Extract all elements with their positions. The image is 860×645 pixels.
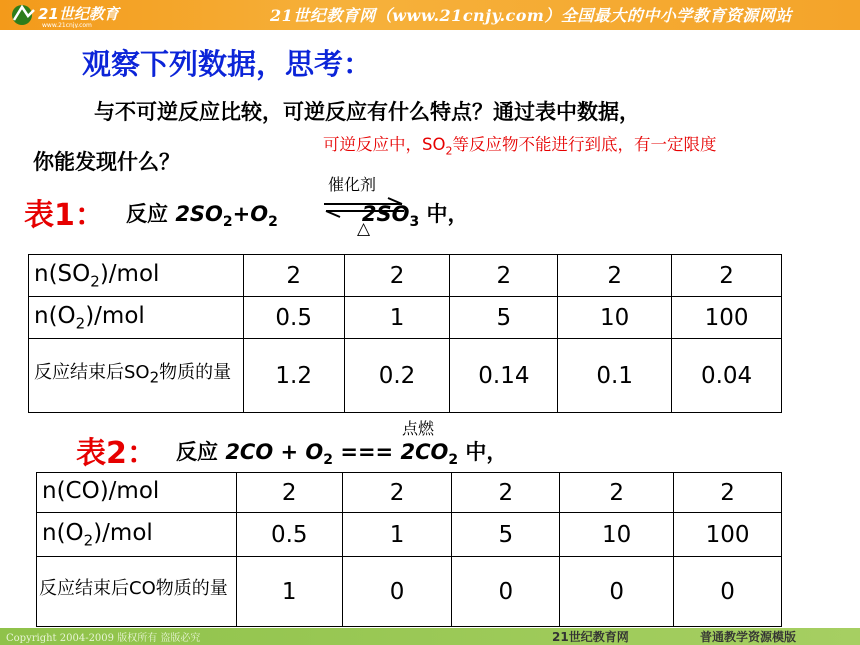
table-cell: 2 [672,255,782,297]
row-label: n(CO)/mol [37,473,237,513]
logo-url: www.21cnjy.com [42,22,92,28]
answer-note: 可逆反应中，$SO_2$等反应物不能进行到底，有一定限度 [323,135,717,158]
row-label: 反应结束后CO物质的量 [37,557,237,627]
slide-title: 观察下列数据，思考： [82,47,373,81]
table-cell: 2 [558,255,672,297]
table1-reaction: 反应 $2SO_2+O_2$ $2SO_3$ 中， [126,202,469,231]
table-cell: 0.04 [672,339,782,413]
table-cell: 5 [450,297,558,339]
table2-label: 表2： [76,436,157,471]
table-cell: 5 [452,513,560,557]
table-cell: 100 [672,297,782,339]
table-cell: 1 [344,297,450,339]
table-cell: 0.14 [450,339,558,413]
logo-icon [6,2,146,28]
logo-text: 21世纪教育 [38,5,119,23]
question-line-1: 与不可逆反应比较，可逆反应有什么特点？通过表中数据， [94,100,640,124]
table-cell: 0 [560,557,674,627]
row-label: $n(O_2)$/mol [29,297,244,339]
question-line-2: 你能发现什么？ [33,150,180,174]
table-cell: 0.2 [344,339,450,413]
table-row [29,255,782,297]
ignition-label: 点燃 [402,419,435,438]
table-row [37,557,782,627]
table-cell: 2 [452,473,560,513]
header-banner-text: 21世纪教育网（www.21cnjy.com）全国最大的中小学教育资源网站 [270,6,792,25]
table-cell: 2 [450,255,558,297]
table-cell: 0 [452,557,560,627]
table1-label: 表1： [24,198,105,233]
table-row [29,339,782,413]
table-cell: 0.5 [236,513,342,557]
table1 [28,254,782,413]
row-label: $n(SO_2)$/mol [29,255,244,297]
footer-tagline: 普通教学资源模版 [700,630,797,644]
footer-brand: 21世纪教育网 [552,630,629,644]
table-cell: 0.5 [243,297,344,339]
table2 [36,472,782,627]
table-cell: 0 [674,557,782,627]
table-cell: 0 [342,557,452,627]
row-label: $n(O_2)$/mol [37,513,237,557]
table-row [37,513,782,557]
table-cell: 2 [236,473,342,513]
table-cell: 1 [236,557,342,627]
table-cell: 2 [344,255,450,297]
catalyst-label: 催化剂 [328,175,377,194]
copyright-text: Copyright 2004-2009 版权所有 盗版必究 [6,633,201,644]
table-cell: 10 [560,513,674,557]
reversible-arrow-icon [322,196,406,218]
table-cell: 2 [243,255,344,297]
table-cell: 2 [560,473,674,513]
table-row [37,473,782,513]
table-cell: 2 [342,473,452,513]
table2-reaction: 反应 $2CO + O_2$ === $2CO_2$ 中， [176,440,508,469]
footer-bar [0,628,860,645]
table-cell: 0.1 [558,339,672,413]
table-cell: 1.2 [243,339,344,413]
header-banner [0,0,860,30]
heat-symbol: △ [357,219,371,239]
table-row [29,297,782,339]
table-cell: 2 [674,473,782,513]
row-label: 反应结束后$SO_2$物质的量 [29,339,244,413]
table-cell: 10 [558,297,672,339]
table-cell: 1 [342,513,452,557]
table-cell: 100 [674,513,782,557]
